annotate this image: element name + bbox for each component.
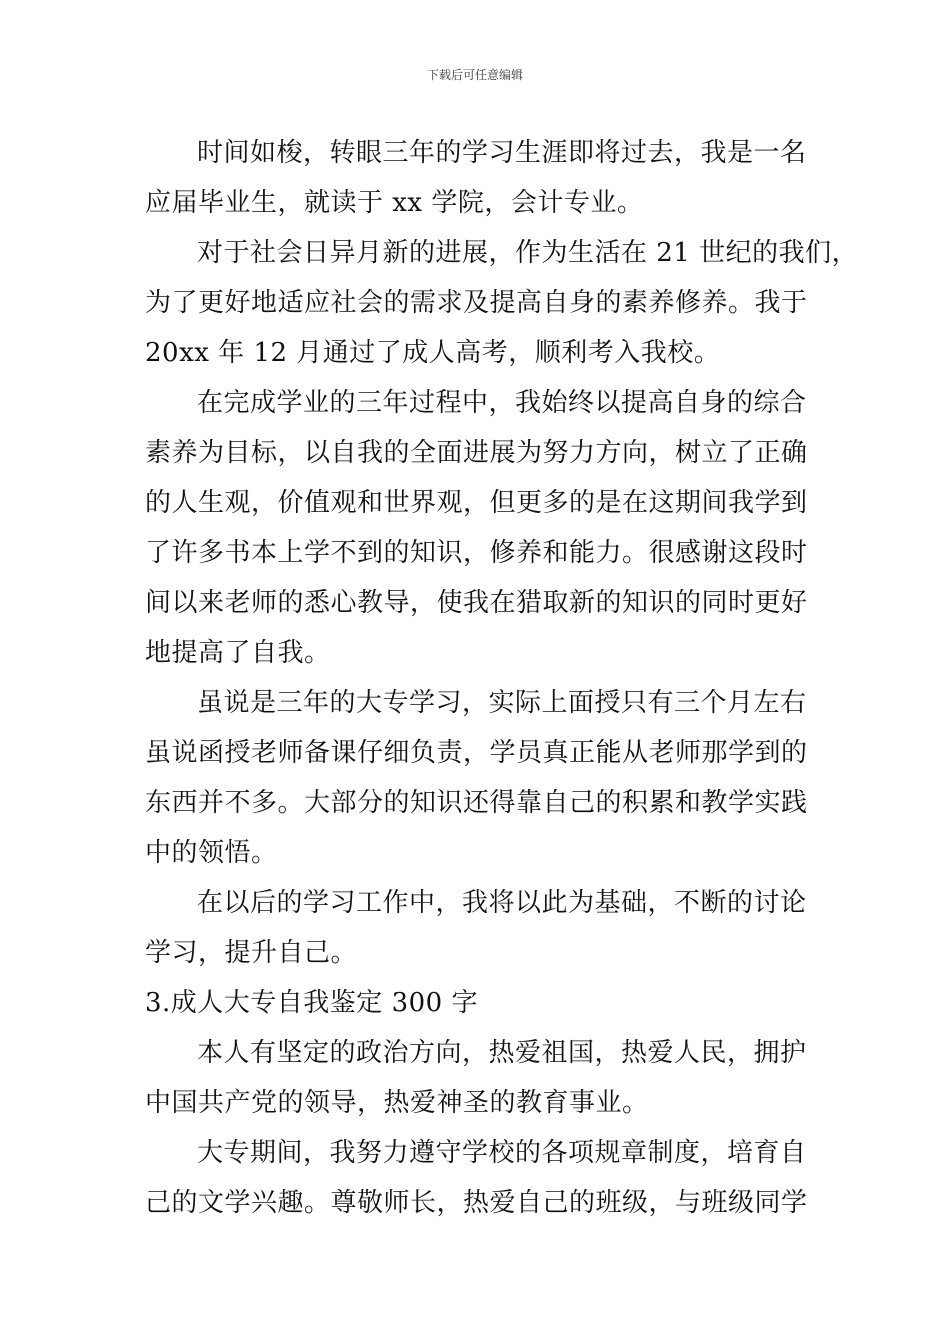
text-line: 对于社会日异月新的进展，作为生活在 21 世纪的我们， xyxy=(197,238,859,268)
text-line: 大专期间，我努力遵守学校的各项规章制度，培育自 xyxy=(197,1138,807,1168)
text-line: 20xx 年 12 月通过了成人高考，顺利考入我校。 xyxy=(145,338,721,368)
text-line: 己的文学兴趣。尊敬师长，热爱自己的班级，与班级同学 xyxy=(145,1188,808,1218)
text-line: 学习，提升自己。 xyxy=(145,938,358,968)
text-line: 地提高了自我。 xyxy=(145,638,331,668)
text-line: 间以来老师的悉心教导，使我在猎取新的知识的同时更好 xyxy=(145,588,808,618)
page-header: 下载后可任意编辑 xyxy=(426,68,523,82)
text-line: 中国共产党的领导，热爱神圣的教育事业。 xyxy=(145,1088,649,1118)
text-line: 的人生观，价值观和世界观，但更多的是在这期间我学到 xyxy=(145,488,808,518)
text-line: 虽说是三年的大专学习，实际上面授只有三个月左右 xyxy=(197,688,807,718)
document-body xyxy=(145,128,859,1228)
text-line: 应届毕业生，就读于 xx 学院，会计专业。 xyxy=(145,188,644,218)
text-line: 在以后的学习工作中，我将以此为基础，不断的讨论 xyxy=(197,888,807,918)
text-line: 东西并不多。大部分的知识还得靠自己的积累和教学实践 xyxy=(145,788,808,818)
text-line: 中的领悟。 xyxy=(145,838,278,868)
section-heading: 3.成人大专自我鉴定 300 字 xyxy=(145,988,478,1018)
text-line: 虽说函授老师备课仔细负责，学员真正能从老师那学到的 xyxy=(145,738,808,768)
text-line: 素养为目标，以自我的全面进展为努力方向，树立了正确 xyxy=(145,438,808,468)
text-line: 本人有坚定的政治方向，热爱祖国，热爱人民，拥护 xyxy=(197,1038,807,1068)
text-line: 为了更好地适应社会的需求及提高自身的素养修养。我于 xyxy=(145,288,808,318)
text-line: 了许多书本上学不到的知识，修养和能力。很感谢这段时 xyxy=(145,538,808,568)
text-line: 时间如梭，转眼三年的学习生涯即将过去，我是一名 xyxy=(197,138,807,168)
text-line: 在完成学业的三年过程中，我始终以提高自身的综合 xyxy=(197,388,807,418)
